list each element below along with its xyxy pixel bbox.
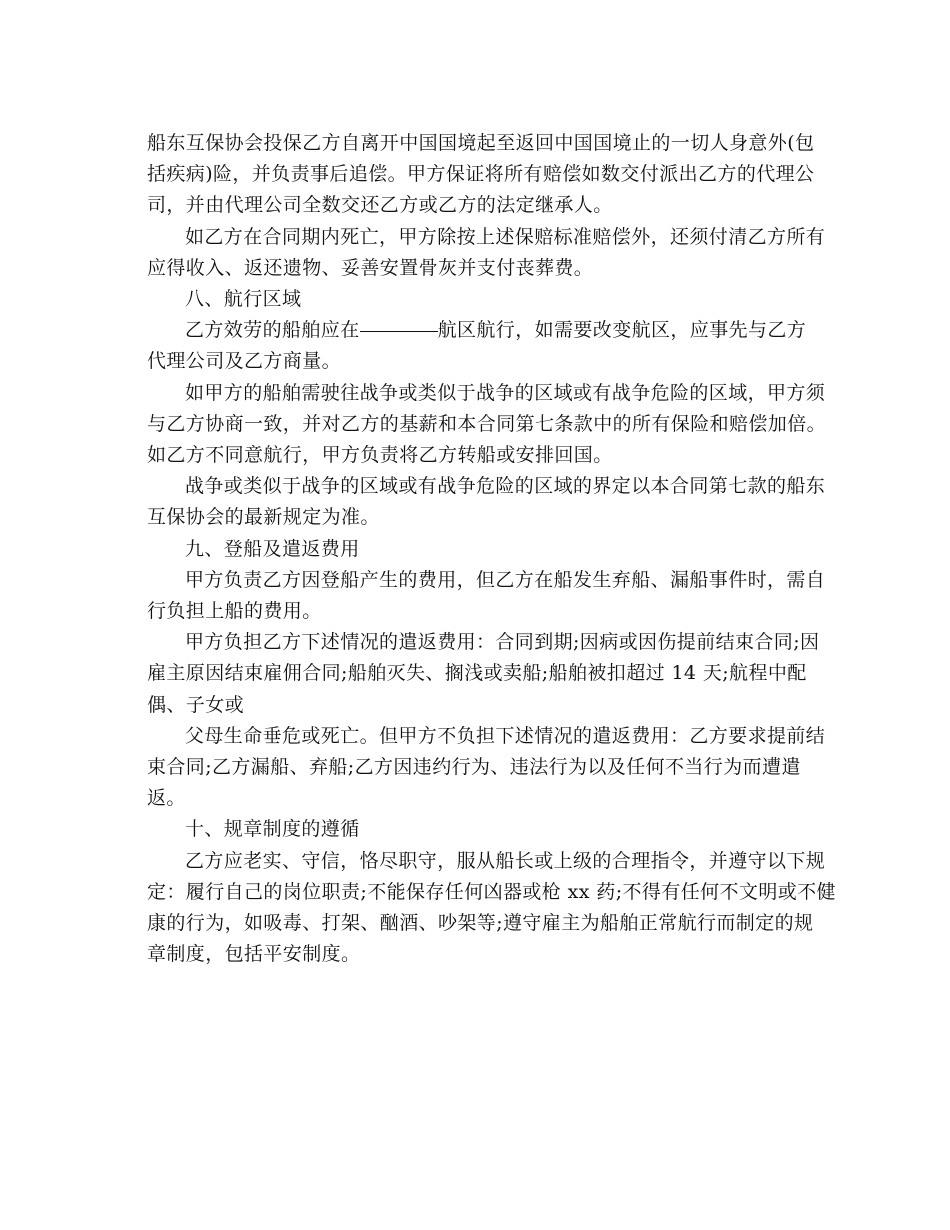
text-after-blank: 航区航行，如需要改变航区，应事先与乙方 [437,319,807,342]
text-before-blank: 乙方效劳的船舶应在 [185,319,360,342]
paragraph-line: 康的行为，如吸毒、打架、酗酒、吵架等;遵守雇主为船舶正常航行而制定的规 [147,912,814,935]
paragraph-line: 返。 [147,787,186,810]
paragraph-line: 括疾病)险，并负责事后追偿。甲方保证将所有赔偿如数交付派出乙方的代理公 [147,163,815,186]
document-body [147,128,836,970]
paragraph-line: 如乙方在合同期内死亡，甲方除按上述保赔标准赔偿外，还须付清乙方所有 [185,225,826,248]
section-heading: 十、规章制度的遵循 [185,818,360,841]
paragraph-line: 甲方负担乙方下述情况的遣返费用：合同到期;因病或因伤提前结束合同;因 [185,631,820,654]
paragraph-line: 章制度，包括平安制度。 [147,943,361,966]
paragraph-line: 乙方应老实、守信，恪尽职守，服从船长或上级的合理指令，并遵守以下规 [185,849,826,872]
paragraph-line: 雇主原因结束雇佣合同;船舶灭失、搁浅或卖船;船舶被扣超过 14 天;航程中配 [147,662,807,685]
section-heading: 八、航行区域 [185,288,302,311]
paragraph-line: 船东互保协会投保乙方自离开中国国境起至返回中国国境止的一切人身意外(包 [147,132,815,154]
paragraph-line: 行负担上船的费用。 [147,600,322,623]
paragraph-line: 父母生命垂危或死亡。但甲方不负担下述情况的遣返费用：乙方要求提前结 [185,724,826,747]
paragraph-line-with-blank [147,315,812,346]
fill-in-blank [360,330,438,332]
paragraph-line: 偶、子女或 [147,693,245,716]
section-heading: 九、登船及遣返费用 [185,537,360,560]
paragraph-line: 如乙方不同意航行，甲方负责将乙方转船或安排回国。 [147,444,613,467]
paragraph-line: 束合同;乙方漏船、弃船;乙方因违约行为、违法行为以及任何不当行为而遭遣 [147,756,801,779]
paragraph-line: 如甲方的船舶需驶往战争或类似于战争的区域或有战争危险的区域，甲方须 [185,381,826,404]
paragraph-line: 战争或类似于战争的区域或有战争危险的区域的界定以本合同第七款的船东 [185,475,826,498]
paragraph-line: 代理公司及乙方商量。 [147,350,342,373]
paragraph-line: 与乙方协商一致，并对乙方的基薪和本合同第七条款中的所有保险和赔偿加倍。 [147,412,827,435]
paragraph-line: 司，并由代理公司全数交还乙方或乙方的法定继承人。 [147,194,613,217]
paragraph-line: 互保协会的最新规定为准。 [147,506,380,529]
paragraph-line: 应得收入、返还遗物、妥善安置骨灰并支付丧葬费。 [147,256,594,279]
paragraph-line: 甲方负责乙方因登船产生的费用，但乙方在船发生弃船、漏船事件时，需自 [185,568,826,591]
paragraph-line: 定：履行自己的岗位职责;不能保存任何凶器或枪 xx 药;不得有任何不文明或不健 [147,880,836,903]
